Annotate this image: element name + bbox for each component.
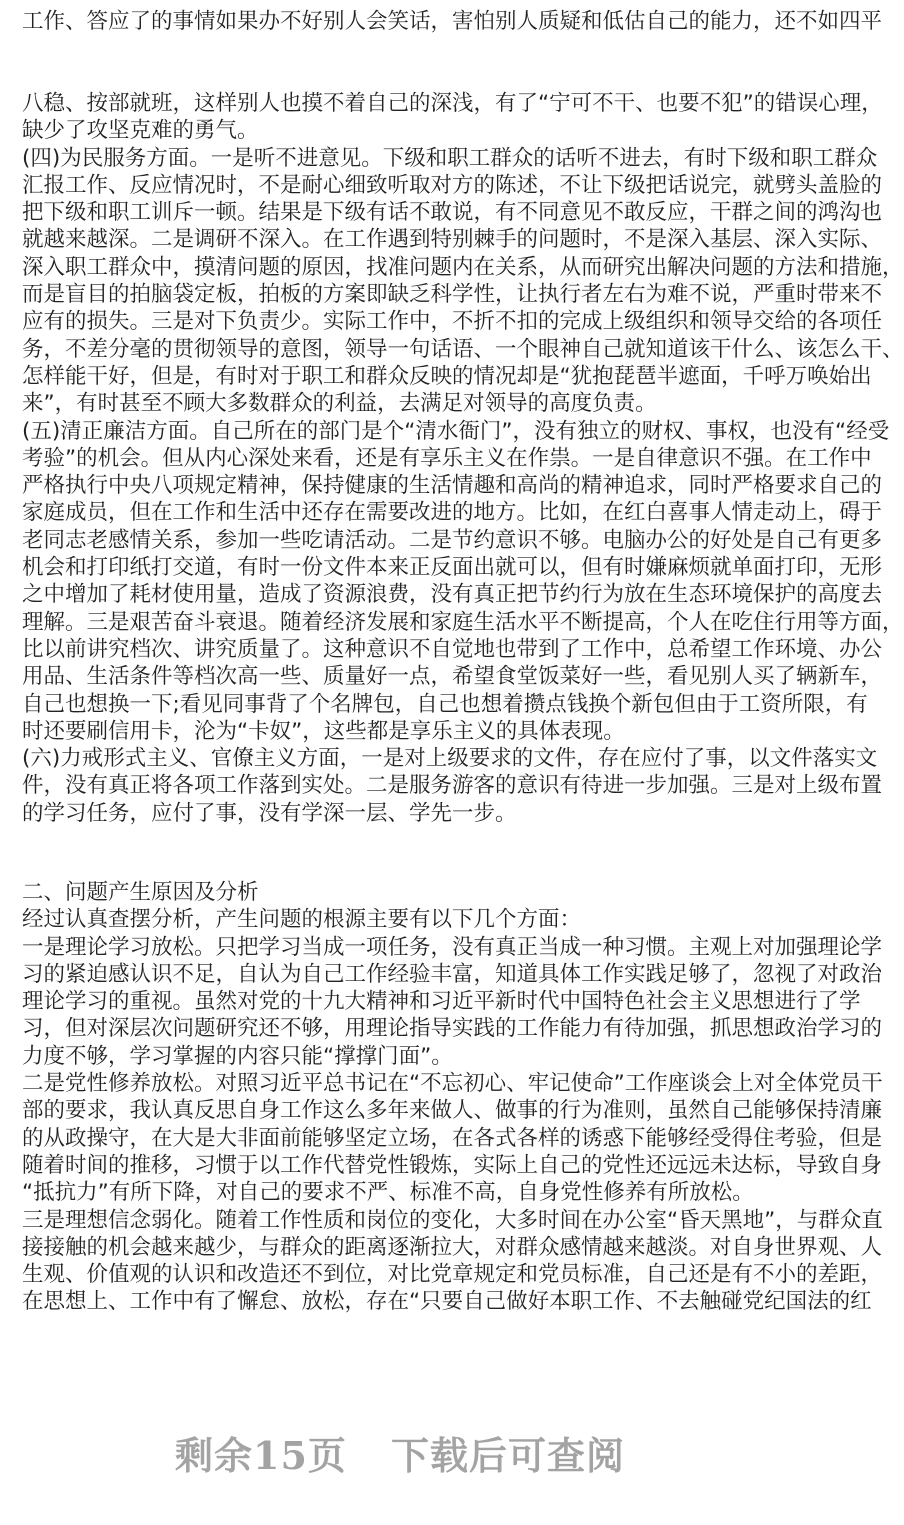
text-line: 二、问题产生原因及分析 bbox=[22, 880, 259, 905]
text-line: 怎样能干好，但是，有时对于职工和群众反映的情况却是“犹抱琵琶半遮面，千呼万唤始出 bbox=[22, 363, 872, 389]
text-line: 应有的损失。三是对下负责少。实际工作中，不折不扣的完成上级组织和领导交给的各项任 bbox=[22, 309, 883, 335]
text-line: 家庭成员，但在工作和生活中还存在需要改进的地方。比如，在红白喜事人情走动上，碍于 bbox=[22, 500, 883, 526]
text-line: 习，但对深层次问题研究还不够，用理论指导实践的工作能力有待加强，抓思想政治学习的 bbox=[22, 1016, 883, 1042]
document-fragment-top bbox=[22, 8, 883, 35]
text-line: 在思想上、工作中有了懈怠、放松，存在“只要自己做好本职工作、不去触碰党纪国法的红 bbox=[22, 1289, 872, 1315]
text-line: 八稳、按部就班，这样别人也摸不着自己的深浅，有了“宁可不干、也要不犯”的错误心理， bbox=[22, 91, 883, 116]
text-line: 务，不差分毫的贯彻领导的意图，领导一句话语、一个眼神自己就知道该干什么、该怎么干、 bbox=[22, 336, 904, 362]
text-line: 严格执行中央八项规定精神，保持健康的生活情趣和高尚的精神追求，同时严格要求自己的 bbox=[22, 473, 883, 499]
text-line: 接接触的机会越来越少，与群众的距离逐渐拉大，对群众感情越来越淡。对自身世界观、人 bbox=[22, 1234, 883, 1260]
text-line: 三是理想信念弱化。随着工作性质和岗位的变化，大多时间在办公室“昏天黑地”，与群众直 bbox=[22, 1207, 883, 1233]
text-line: (六)力戒形式主义、官僚主义方面，一是对上级要求的文件，存在应付了事，以文件落实文 bbox=[22, 746, 878, 772]
text-line: 深入职工群众中，摸清问题的原因，找准问题内在关系，从而研究出解决问题的方法和措施， bbox=[22, 254, 904, 280]
text-line: 比以前讲究档次、讲究质量了。这种意识不自觉地也带到了工作中，总希望工作环境、办公 bbox=[22, 636, 883, 662]
text-line: (四)为民服务方面。一是听不进意见。下级和职工群众的话听不进去，有时下级和职工群众 bbox=[22, 145, 878, 171]
text-line: 之中增加了耗材使用量，造成了资源浪费，没有真正把节约行为放在生态环境保护的高度去 bbox=[22, 582, 883, 608]
document-section-causes bbox=[22, 879, 883, 1316]
text-line: 老同志老感情关系，参加一些吃请活动。二是节约意识不够。电脑办公的好处是自己有更多 bbox=[22, 527, 883, 553]
text-line: 自己也想换一下;看见同事背了个名牌包，自己也想着攒点钱换个新包但由于工资所限，有 bbox=[22, 691, 868, 717]
text-line: 习的紧迫感认识不足，自认为自己工作经验丰富，知道具体工作实践足够了，忽视了对政治 bbox=[22, 961, 883, 987]
text-line: 机会和打印纸打交道，有时一份文件本来正反面出就可以，但有时嫌麻烦就单面打印，无形 bbox=[22, 555, 883, 581]
text-line: 汇报工作、反应情况时，不是耐心细致听取对方的陈述，不让下级把话说完，就劈头盖脸的 bbox=[22, 172, 883, 198]
text-line: 一是理论学习放松。只把学习当成一项任务，没有真正当成一种习惯。主观上对加强理论学 bbox=[22, 934, 883, 960]
download-prompt[interactable] bbox=[0, 1425, 800, 1480]
text-line: 考验”的机会。但从内心深处来看，还是有享乐主义在作祟。一是自律意识不强。在工作中 bbox=[22, 445, 872, 471]
remaining-pages-text: 剩余15页 bbox=[175, 1433, 347, 1478]
text-line: 理论学习的重视。虽然对党的十九大精神和习近平新时代中国特色社会主义思想进行了学 bbox=[22, 989, 861, 1015]
text-line: 二是党性修养放松。对照习近平总书记在“不忘初心、牢记使命”工作座谈会上对全体党员干 bbox=[22, 1071, 883, 1097]
text-line: 来”，有时甚至不顾大多数群众的利益，去满足对领导的高度负责。 bbox=[22, 391, 657, 417]
text-line: 把下级和职工训斥一顿。结果是下级有话不敢说，有不同意见不敢反应，干群之间的鸿沟也 bbox=[22, 200, 883, 226]
text-line: (五)清正廉洁方面。自己所在的部门是个“清水衙门”，没有独立的财权、事权，也没有“经受 bbox=[22, 418, 890, 444]
download-to-view-text: 下载后可查阅 bbox=[390, 1433, 625, 1478]
text-line: 就越来越深。二是调研不深入。在工作遇到特别棘手的问题时，不是深入基层、深入实际、 bbox=[22, 227, 883, 253]
text-line: 随着时间的推移，习惯于以工作代替党性锻炼，实际上自己的党性还远远未达标，导致自身 bbox=[22, 1152, 883, 1178]
text-line: 工作、答应了的事情如果办不好别人会笑话，害怕别人质疑和低估自己的能力，还不如四平 bbox=[22, 9, 883, 34]
document-section-problems bbox=[22, 90, 904, 827]
text-line: 时还要刷信用卡，沦为“卡奴”，这些都是享乐主义的具体表现。 bbox=[22, 718, 625, 744]
text-line: 件，没有真正将各项工作落到实处。二是服务游客的意识有待进一步加强。三是对上级布置 bbox=[22, 773, 883, 799]
text-line: 而是盲目的拍脑袋定板，拍板的方案即缺乏科学性，让执行者左右为难不说，严重时带来不 bbox=[22, 282, 883, 308]
text-line: 用品、生活条件等档次高一些、质量好一点，希望食堂饭菜好一些，看见别人买了辆新车， bbox=[22, 664, 883, 690]
text-line: 的学习任务，应付了事，没有学深一层、学先一步。 bbox=[22, 800, 517, 826]
text-line: 的从政操守，在大是大非面前能够坚定立场，在各式各样的诱惑下能够经受得住考验，但是 bbox=[22, 1125, 883, 1151]
text-line: 部的要求，我认真反思自身工作这么多年来做人、做事的行为准则，虽然自己能够保持清廉 bbox=[22, 1098, 883, 1124]
text-line: 缺少了攻坚克难的勇气。 bbox=[22, 118, 259, 144]
text-line: 力度不够，学习掌握的内容只能“撑撑门面”。 bbox=[22, 1043, 453, 1069]
text-line: 经过认真查摆分析，产生问题的根源主要有以下几个方面： bbox=[22, 907, 582, 933]
text-line: 生观、价值观的认识和改造还不到位，对比党章规定和党员标准，自己还是有不小的差距， bbox=[22, 1262, 883, 1288]
text-line: “抵抗力”有所下降，对自己的要求不严、标准不高，自身党性修养有所放松。 bbox=[22, 1180, 754, 1206]
text-line: 理解。三是艰苦奋斗衰退。随着经济发展和家庭生活水平不断提高，个人在吃住行用等方面， bbox=[22, 609, 904, 635]
